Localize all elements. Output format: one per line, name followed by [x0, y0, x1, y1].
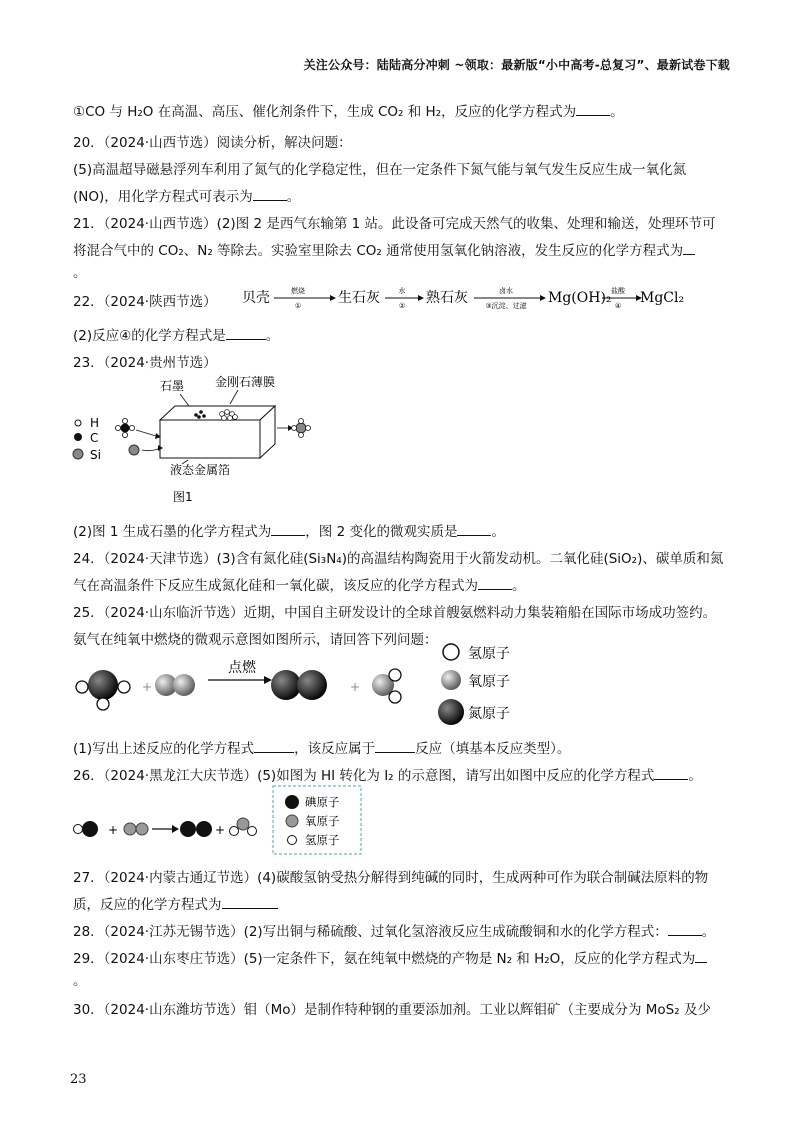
arrow-label: ① [294, 302, 302, 310]
legend-nitrogen: 氮原子 [468, 706, 510, 722]
legend-h: H [90, 416, 100, 430]
legend-iodine: 碘原子 [305, 795, 340, 809]
diamond-film-label: 金刚石薄膜 [215, 375, 276, 389]
arrow-label: 盐酸 [611, 287, 625, 295]
question-line: 。 [73, 973, 87, 989]
question-line: 28．（2024·江苏无锡节选）(2)写出铜与稀硫酸、过氧化氢溶液反应生成硫酸铜和水的化学方程式： 。 [73, 924, 716, 940]
legend-si: Si [90, 448, 101, 462]
legend-oxygen: 氧原子 [468, 674, 510, 690]
question-line: 23．（2024·贵州节选） [73, 355, 217, 371]
legend-hydrogen: 氢原子 [468, 646, 510, 662]
question-line: 20．（2024·山西节选）阅读分析，解决问题： [73, 135, 352, 151]
question-line: ①CO 与 H₂O 在高温、高压、催化剂条件下，生成 CO₂ 和 H₂，反应的化学方程式为 。 [73, 104, 624, 120]
arrow-label: 燃烧 [291, 287, 305, 295]
chain-quicklime: 生石灰 [338, 290, 380, 306]
plus-sign: + [108, 823, 119, 837]
legend-hydrogen: 氢原子 [305, 833, 340, 847]
page-header: 关注公众号：陆陆高分冲刺 ~领取：最新版“小中高考-总复习”、最新试卷下载 [303, 58, 730, 72]
ammonia-combustion-diagram [68, 640, 548, 730]
chain-shell: 贝壳 [242, 290, 270, 306]
question-line: 30．（2024·山东潍坊节选）钼（Mo）是制作特种钢的重要添加剂。工业以辉钼矿（主要成分为 MoS₂ 及少 [73, 1002, 711, 1018]
question-line: 22．（2024·陕西节选） [73, 294, 217, 310]
chain-slaked-lime: 熟石灰 [426, 290, 468, 306]
question-line: 将混合气中的 CO₂、N₂ 等除去。实验室里除去 CO₂ 通常使用氢氧化钠溶液，发生反应的化学方程式为 [73, 239, 695, 259]
question-line: 26．（2024·黑龙江大庆节选）(5)如图为 HI 转化为 I₂ 的示意图，请写出如图中反应的化学方程式 。 [73, 768, 702, 784]
arrow-label: ③沉淀、过滤 [485, 302, 527, 310]
question-line: (1)写出上述反应的化学方程式 ，该反应属于 反应（填基本反应类型）。 [73, 741, 571, 757]
arrow-label: ② [398, 302, 406, 310]
figure-1-diagram [70, 372, 330, 507]
foil-label: 液态金属箔 [170, 463, 231, 477]
question-line: 29．（2024·山东枣庄节选）(5)一定条件下，氨在纯氧中燃烧的产物是 N₂ 和 H₂O，反应的化学方程式为 [73, 947, 707, 967]
plus-sign: + [142, 680, 153, 694]
legend-c: C [90, 431, 99, 445]
chain-mgcl2: MgCl₂ [640, 290, 685, 306]
figure-caption: 图1 [173, 490, 193, 504]
chain-mgoh2: Mg(OH)₂ [548, 290, 612, 306]
arrow-label: 水 [398, 287, 406, 295]
question-line: 质，反应的化学方程式为 [73, 893, 278, 913]
question-line: 氨气在纯氧中燃烧的微观示意图如图所示，请回答下列问题： [73, 632, 438, 648]
question-line: (2)图 1 生成石墨的化学方程式为 ，图 2 变化的微观实质是 。 [73, 524, 505, 540]
q22-reaction-chain [242, 282, 685, 316]
question-line: 24．（2024·天津节选）(3)含有氮化硅(Si₃N₄)的高温结构陶瓷用于火箭发动机。二氧化硅(SiO₂)、碳单质和氮 [73, 551, 724, 567]
question-line: 。 [73, 265, 87, 281]
question-line: 25．（2024·山东临沂节选）近期，中国自主研发设计的全球首艘氨燃料动力集装箱船在国际市场成功签约。 [73, 605, 717, 621]
question-line: (NO)，用化学方程式可表示为 。 [73, 189, 301, 205]
arrow-label: ④ [614, 302, 622, 310]
question-line: (2)反应④的化学方程式是 。 [73, 328, 280, 344]
page-number: 23 [70, 1072, 87, 1087]
question-line: 27．（2024·内蒙古通辽节选）(4)碳酸氢钠受热分解得到纯碱的同时，生成两种可作为联合制碱法原料的物 [73, 870, 709, 886]
legend-oxygen: 氧原子 [305, 814, 340, 828]
plus-sign: + [350, 680, 361, 694]
graphite-label: 石墨 [160, 379, 185, 393]
hi-conversion-diagram [68, 784, 388, 856]
arrow-label: 卤水 [499, 287, 513, 295]
question-line: (5)高温超导磁悬浮列车利用了氮气的化学稳定性，但在一定条件下氮气能与氧气发生反应生成一氧化氮 [73, 162, 687, 178]
question-line: 气在高温条件下反应生成氮化硅和一氧化碳，该反应的化学方程式为 。 [73, 578, 526, 594]
ignite-label: 点燃 [228, 660, 256, 676]
plus-sign: + [215, 823, 226, 837]
question-line: 21．（2024·山西节选）(2)图 2 是西气东输第 1 站。此设备可完成天然气的收集、处理和输送，处理环节可 [73, 216, 716, 232]
